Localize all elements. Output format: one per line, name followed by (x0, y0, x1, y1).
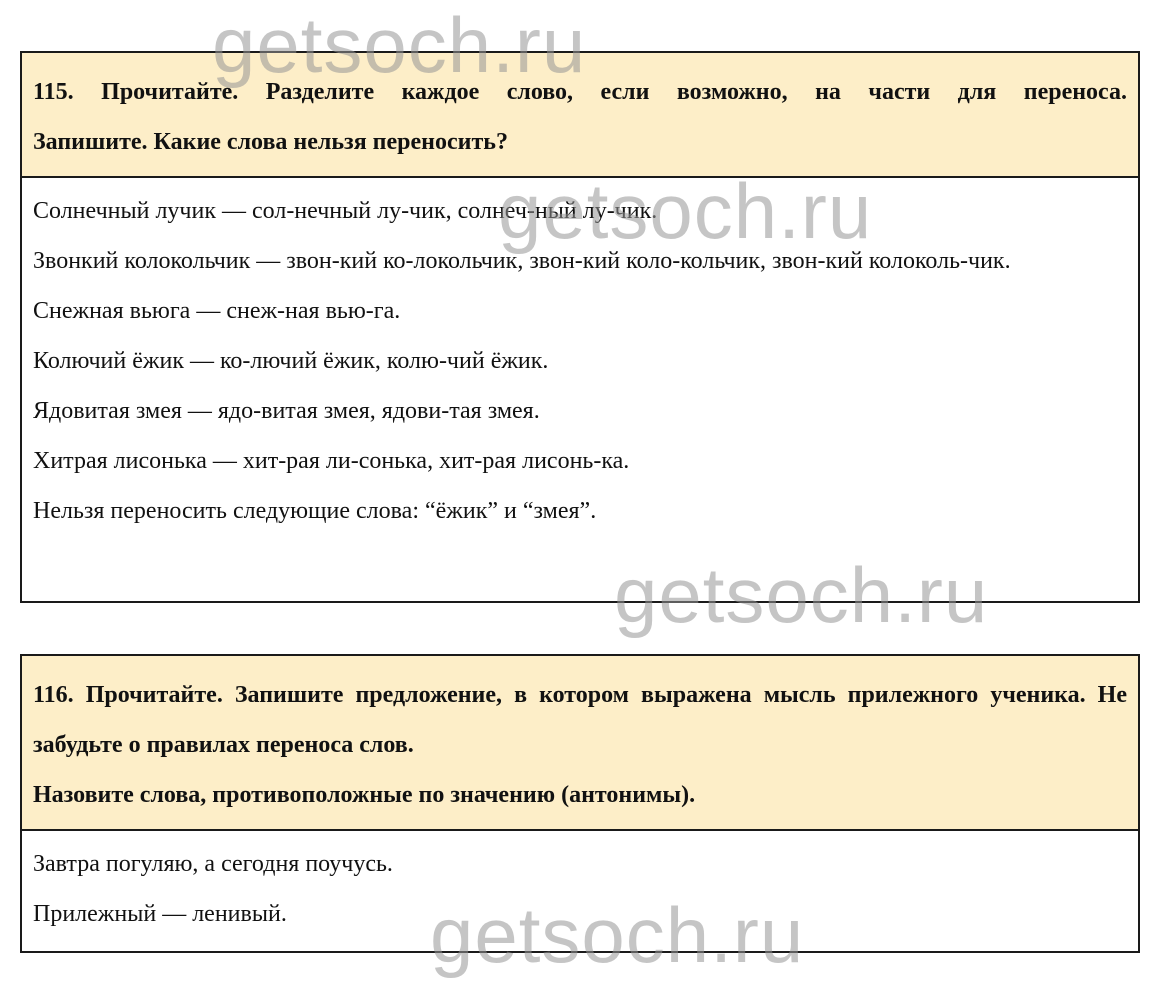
answer-line: Звонкий колокольчик — звон-кий ко-локольчик, звон-кий коло-кольчик, звон-кий колоколь-чик. (33, 248, 1011, 274)
task-115-question-line-2: Запишите. Какие слова нельзя переносить? (33, 129, 508, 155)
task-116-question-line-2: Назовите слова, противоположные по значению (антонимы). (33, 782, 696, 808)
task-116-question (22, 656, 1138, 831)
answer-line: Колючий ёжик — ко-лючий ёжик, колю-чий ёжик. (33, 348, 549, 374)
task-116-card (20, 654, 1140, 953)
task-116-question-line-1: 116. Прочитайте. Запишите предложение, в котором выражена мысль прилежного ученика. Не забудьте о правилах переноса слов. (33, 682, 1127, 758)
watermark: getsoch.ru (212, 1, 587, 89)
answer-line: Нельзя переносить следующие слова: “ёжик” и “змея”. (33, 498, 597, 524)
answer-line: Ядовитая змея — ядо-витая змея, ядови-тая змея. (33, 398, 540, 424)
task-116-answer (22, 831, 1138, 939)
answer-line: Хитрая лисонька — хит-рая ли-сонька, хит-рая лисонь-ка. (33, 448, 630, 474)
task-115-question-line-1: 115. Прочитайте. Разделите каждое слово, если возможно, на части для переноса. (33, 79, 1127, 105)
answer-line: Завтра погуляю, а сегодня поучусь. (33, 851, 393, 877)
answer-line: Солнечный лучик — сол-нечный лу-чик, солнеч-ный лу-чик. (33, 198, 658, 224)
task-115-answer (22, 178, 1138, 536)
watermark: getsoch.ru (430, 891, 805, 979)
task-115-question (22, 53, 1138, 178)
answer-line: Прилежный — ленивый. (33, 901, 287, 927)
watermark: getsoch.ru (614, 551, 989, 639)
answer-line: Снежная вьюга — снеж-ная вью-га. (33, 298, 401, 324)
watermark: getsoch.ru (498, 167, 873, 255)
task-115-card (20, 51, 1140, 603)
